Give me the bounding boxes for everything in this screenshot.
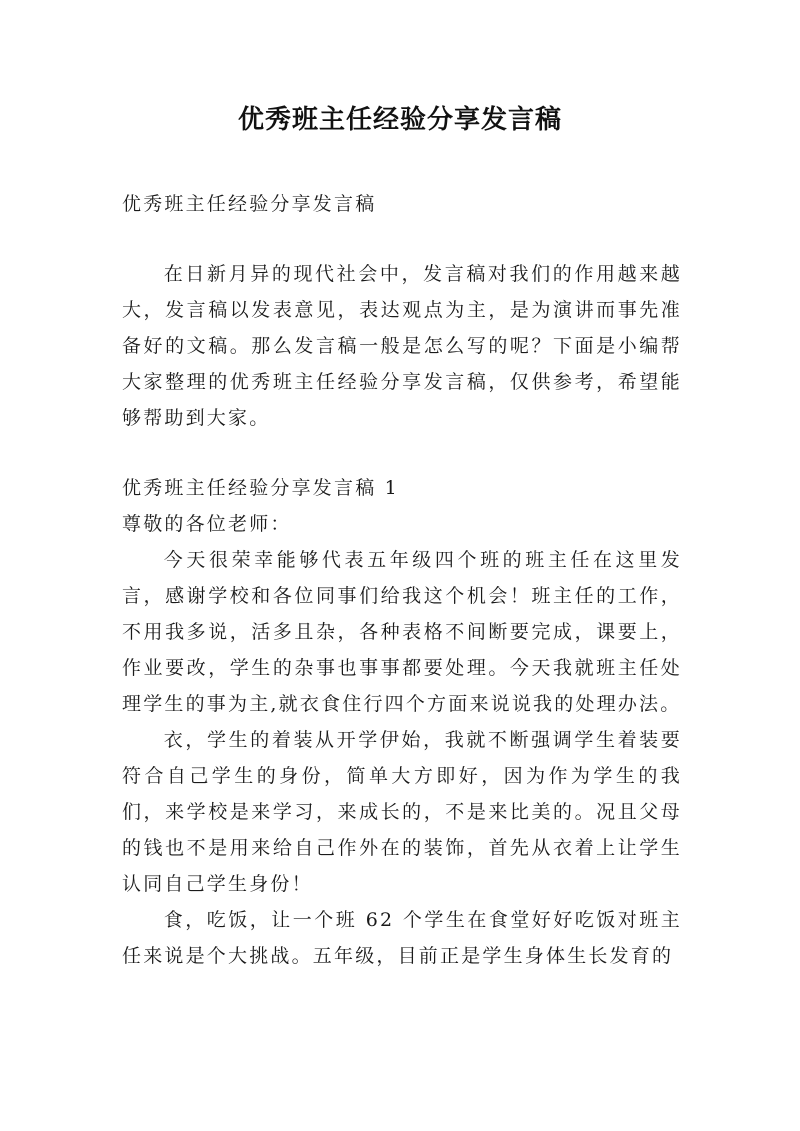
document-title: 优秀班主任经验分享发言稿 [237,105,562,135]
section-heading: 优秀班主任经验分享发言稿 1 [122,477,399,499]
document-body [122,186,682,974]
body-paragraph: 衣，学生的着装从开学伊始，我就不断强调学生着装要符合自己学生的身份，简单大方即好，因为作为学生的我们，来学校是来学习，来成长的，不是来比美的。况且父母的钱也不是用来给自己作外在的装饰，首先从衣着上让学生认同自己学生身份！ [122,729,682,895]
spacer [122,222,682,256]
salutation: 尊敬的各位老师： [122,513,292,535]
body-paragraph: 食，吃饭，让一个班 62 个学生在食堂好好吃饭对班主任来说是个大挑战。五年级，目前正是学生身体生长发育的 [122,909,682,967]
spacer [122,436,682,470]
intro-paragraph: 在日新月异的现代社会中，发言稿对我们的作用越来越大，发言稿以发表意见，表达观点为主，是为演讲而事先准备好的文稿。那么发言稿一般是怎么写的呢？下面是小编帮大家整理的优秀班主任经验分享发言稿，仅供参考，希望能够帮助到大家。 [122,263,682,429]
body-paragraph: 今天很荣幸能够代表五年级四个班的班主任在这里发言，感谢学校和各位同事们给我这个机会！班主任的工作，不用我多说，活多且杂，各种表格不间断要完成，课要上，作业要改，学生的杂事也事事都要处理。今天我就班主任处理学生的事为主,就衣食住行四个方面来说说我的处理办法。 [122,549,682,715]
document-subtitle: 优秀班主任经验分享发言稿 [122,193,377,215]
